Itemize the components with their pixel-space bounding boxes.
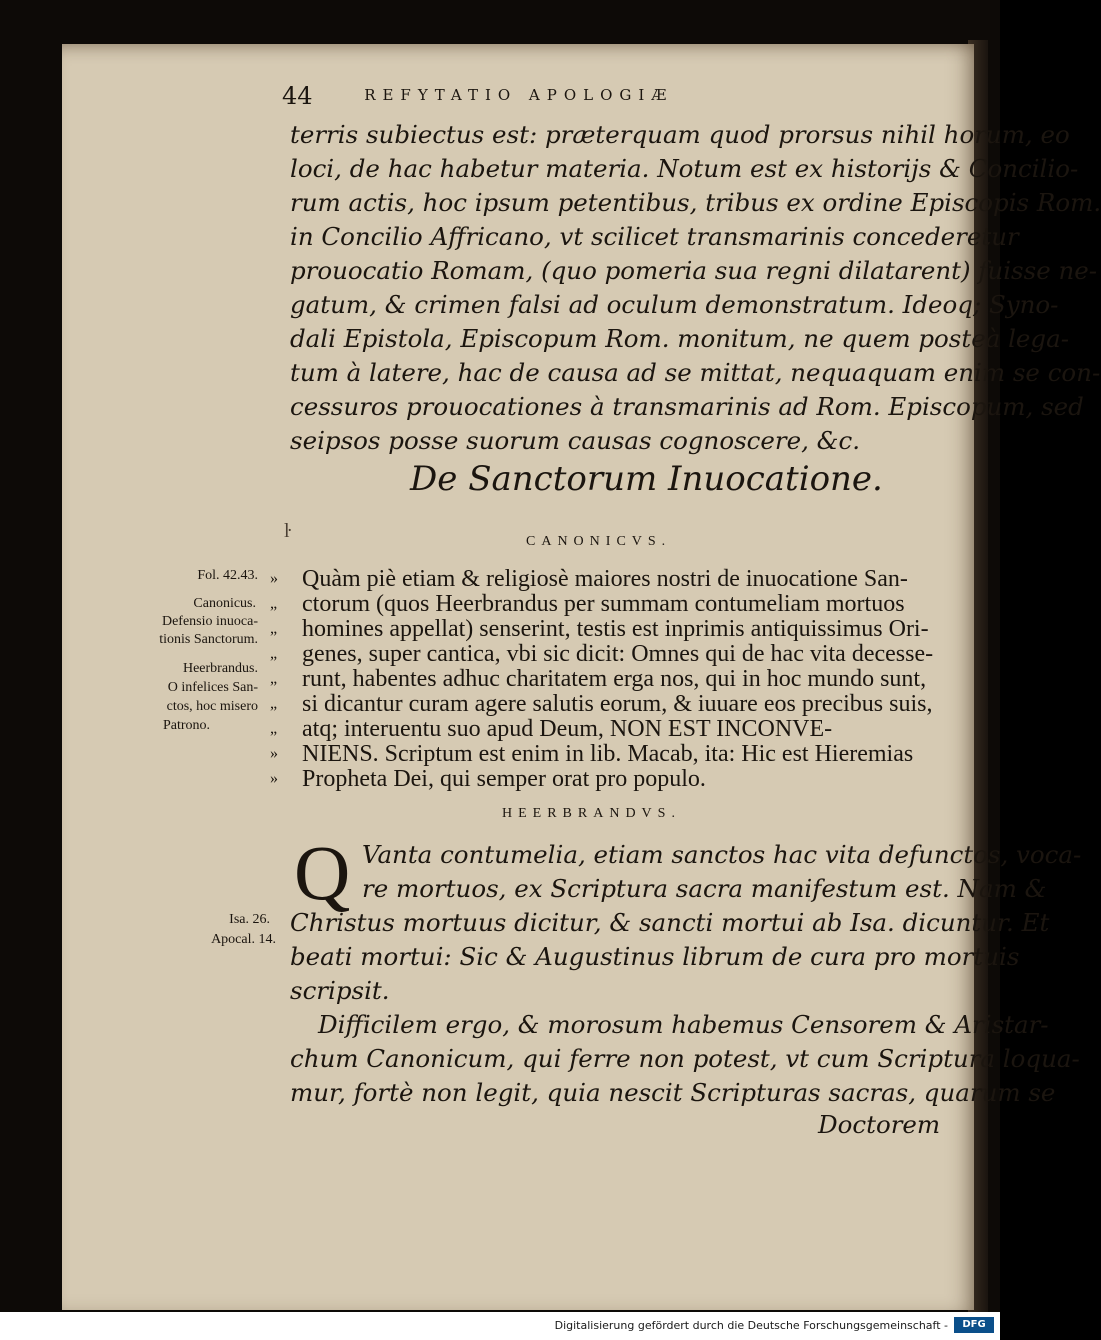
text-line: ctorum (quos Heerbrandus per summam contumeliam mortuos: [302, 591, 905, 617]
text-line: scripsit.: [290, 976, 390, 1005]
quote-mark: „: [270, 670, 278, 687]
text-line: Vanta contumelia, etiam sanctos hac vita defunctos, voca-: [362, 840, 1082, 869]
text-line: si dicantur curam agere salutis eorum, & iuuare eos precibus suis,: [302, 691, 933, 717]
text-line: Propheta Dei, qui semper orat pro populo.: [302, 766, 706, 792]
page-number: 44: [282, 82, 313, 110]
quote-mark: „: [270, 595, 278, 612]
text-line: Difficilem ergo, & morosum habemus Censorem & Aristar-: [318, 1010, 1049, 1039]
quote-mark: »: [270, 745, 278, 762]
footer-bar: [0, 1312, 1000, 1340]
text-line: terris subiectus est: præterquam quod prorsus nihil horum, eo: [290, 120, 1070, 149]
catchword: Doctorem: [818, 1110, 941, 1139]
drop-capital: Q: [294, 829, 351, 916]
text-line: beati mortui: Sic & Augustinus librum de cura pro mortuis: [290, 942, 1020, 971]
speaker-heading-heerbrandus: HEERBRANDVS.: [502, 806, 681, 821]
text-line: genes, super cantica, vbi sic dicit: Omnes qui de hac vita decesse-: [302, 641, 934, 667]
margin-note: O infelices San-: [167, 680, 258, 695]
text-line: cessuros prouocationes à transmarinis ad Rom. Episcopum, sed: [290, 392, 1084, 421]
text-line: Christus mortuus dicitur, & sancti mortui ab Isa. dicuntur. Et: [290, 908, 1050, 937]
margin-note: Fol. 42.43.: [197, 568, 258, 583]
text-line: runt, habentes adhuc charitatem erga nos, qui in hoc mundo sunt,: [302, 666, 927, 692]
text-line: chum Canonicum, qui ferre non potest, vt cum Scriptura loqua-: [290, 1044, 1080, 1073]
text-line: in Concilio Affricano, vt scilicet transmarinis concederetur: [290, 222, 1019, 251]
text-line: NIENS. Scriptum est enim in lib. Macab, ita: Hic est Hieremias: [302, 741, 914, 767]
text-line: rum actis, hoc ipsum petentibus, tribus ex ordine Episcopis Rom.: [290, 188, 1101, 217]
dfg-logo[interactable]: DFG: [954, 1317, 994, 1333]
quote-mark: „: [270, 720, 278, 737]
running-title: REFYTATIO APOLOGIÆ: [364, 86, 674, 104]
text-line: seipsos posse suorum causas cognoscere, &c.: [290, 426, 860, 455]
text-line: tum à latere, hac de causa ad se mittat, nequaquam enim se con-: [290, 358, 1101, 387]
text-line: gatum, & crimen falsi ad oculum demonstratum. Ideoq; Syno-: [290, 290, 1059, 319]
quote-mark: »: [270, 770, 278, 787]
footer-credit: Digitalisierung gefördert durch die Deutsche Forschungsgemeinschaft -: [554, 1319, 948, 1332]
book-page: [62, 44, 1101, 1310]
quote-mark: „: [270, 620, 278, 637]
text-line: atq; interuentu suo apud Deum, NON EST INCONVE-: [302, 716, 833, 742]
text-line: mur, fortè non legit, quia nescit Scripturas sacras, quarum se: [290, 1078, 1056, 1107]
running-header: [282, 82, 673, 110]
quote-mark: „: [270, 645, 278, 662]
quote-mark: »: [270, 570, 278, 587]
text-line: prouocatio Romam, (quo pomeria sua regni dilatarent) fuisse ne-: [290, 256, 1098, 285]
speaker-heading-canonicus: CANONICVS.: [526, 534, 672, 549]
text-line: Quàm piè etiam & religiosè maiores nostri de inuocatione San-: [302, 566, 908, 592]
text-line: homines appellat) senserint, testis est inprimis antiquissimus Ori-: [302, 616, 929, 642]
text-line: loci, de hac habetur materia. Notum est ex historijs & Concilio-: [290, 154, 1079, 183]
margin-note: Canonicus.: [193, 596, 256, 611]
printer-mark: ŀ: [284, 520, 291, 542]
margin-note: ctos, hoc misero: [166, 699, 258, 714]
section-title: De Sanctorum Inuocatione.: [410, 459, 883, 499]
margin-note: Isa. 26.: [229, 912, 270, 927]
margin-note: Heerbrandus.: [182, 661, 258, 676]
margin-note: Apocal. 14.: [211, 932, 276, 947]
margin-note: Patrono.: [162, 718, 210, 733]
margin-note: tionis Sanctorum.: [159, 632, 258, 647]
margin-note: Defensio inuoca-: [161, 614, 258, 629]
quote-mark: „: [270, 695, 278, 712]
text-line: dali Epistola, Episcopum Rom. monitum, ne quem posteà lega-: [290, 324, 1069, 353]
text-line: re mortuos, ex Scriptura sacra manifestum est. Nam &: [362, 874, 1047, 903]
